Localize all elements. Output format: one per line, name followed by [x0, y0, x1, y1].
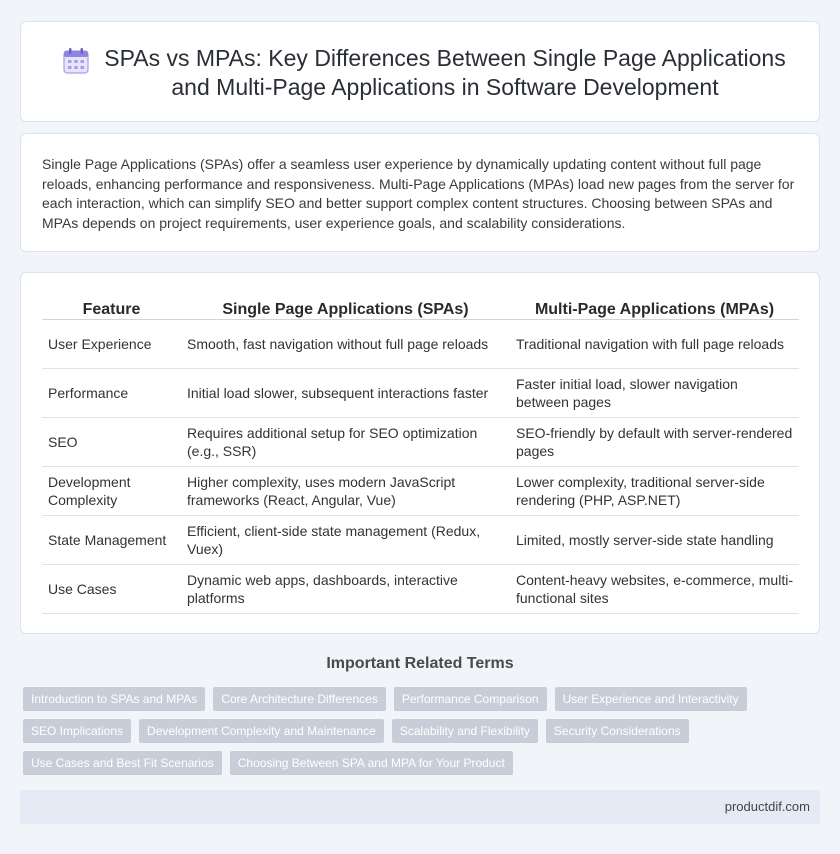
related-terms-tags [23, 687, 783, 783]
feature-cell: SEO [42, 417, 181, 466]
header-spa: Single Page Applications (SPAs) [181, 295, 510, 319]
related-tag-architecture[interactable]: Core Architecture Differences [213, 687, 386, 711]
mpa-cell: Content-heavy websites, e-commerce, multi-functional sites [510, 564, 799, 613]
related-tag-scalability[interactable]: Scalability and Flexibility [392, 719, 538, 743]
related-tag-use-cases[interactable]: Use Cases and Best Fit Scenarios [23, 751, 222, 775]
mpa-cell: Limited, mostly server-side state handling [510, 515, 799, 564]
feature-cell: User Experience [42, 319, 181, 368]
feature-cell: Performance [42, 368, 181, 417]
table-row [42, 319, 799, 368]
table-row [42, 368, 799, 417]
table-header-row [42, 295, 799, 319]
related-tag-user-experience[interactable]: User Experience and Interactivity [555, 687, 747, 711]
header-feature: Feature [42, 295, 181, 319]
table-row [42, 466, 799, 515]
related-tag-introduction[interactable]: Introduction to SPAs and MPAs [23, 687, 205, 711]
mpa-cell: Lower complexity, traditional server-side rendering (PHP, ASP.NET) [510, 466, 799, 515]
spa-cell: Requires additional setup for SEO optimization (e.g., SSR) [181, 417, 510, 466]
feature-cell: Use Cases [42, 564, 181, 613]
spa-cell: Higher complexity, uses modern JavaScript frameworks (React, Angular, Vue) [181, 466, 510, 515]
intro-card [20, 133, 820, 252]
mpa-cell: Traditional navigation with full page reloads [510, 319, 799, 368]
spa-cell: Efficient, client-side state management (Redux, Vuex) [181, 515, 510, 564]
intro-paragraph: Single Page Applications (SPAs) offer a seamless user experience by dynamically updating content without full page reloads, enhancing performance and responsiveness. Multi-Page Applications (MPAs) load new pages from the server for each interaction, which can simplify SEO and better support complex content structures. Choosing between SPAs and MPAs depends on project requirements, user experience goals, and scalability considerations. [42, 156, 795, 231]
related-tag-seo[interactable]: SEO Implications [23, 719, 131, 743]
feature-cell: State Management [42, 515, 181, 564]
table-row [42, 515, 799, 564]
related-tag-security[interactable]: Security Considerations [546, 719, 689, 743]
comparison-table [42, 295, 799, 614]
table-row [42, 564, 799, 613]
page-title: SPAs vs MPAs: Key Differences Between Single Page Applications and Multi-Page Applications in Software Development [104, 45, 786, 100]
spa-cell: Initial load slower, subsequent interactions faster [181, 368, 510, 417]
related-terms-title: Important Related Terms [326, 655, 514, 672]
footer [20, 790, 820, 824]
title-wrap [61, 44, 799, 102]
related-tag-choosing[interactable]: Choosing Between SPA and MPA for Your Product [230, 751, 513, 775]
calendar-icon [61, 46, 91, 76]
related-tag-development-complexity[interactable]: Development Complexity and Maintenance [139, 719, 384, 743]
footer-site-link[interactable]: productdif.com [724, 799, 810, 814]
spa-cell: Dynamic web apps, dashboards, interactive platforms [181, 564, 510, 613]
feature-cell: Development Complexity [42, 466, 181, 515]
table-row [42, 417, 799, 466]
mpa-cell: Faster initial load, slower navigation between pages [510, 368, 799, 417]
header-mpa: Multi-Page Applications (MPAs) [510, 295, 799, 319]
mpa-cell: SEO-friendly by default with server-rendered pages [510, 417, 799, 466]
spa-cell: Smooth, fast navigation without full page reloads [181, 319, 510, 368]
title-card [20, 21, 820, 122]
comparison-table-card [20, 272, 820, 634]
related-tag-performance[interactable]: Performance Comparison [394, 687, 547, 711]
